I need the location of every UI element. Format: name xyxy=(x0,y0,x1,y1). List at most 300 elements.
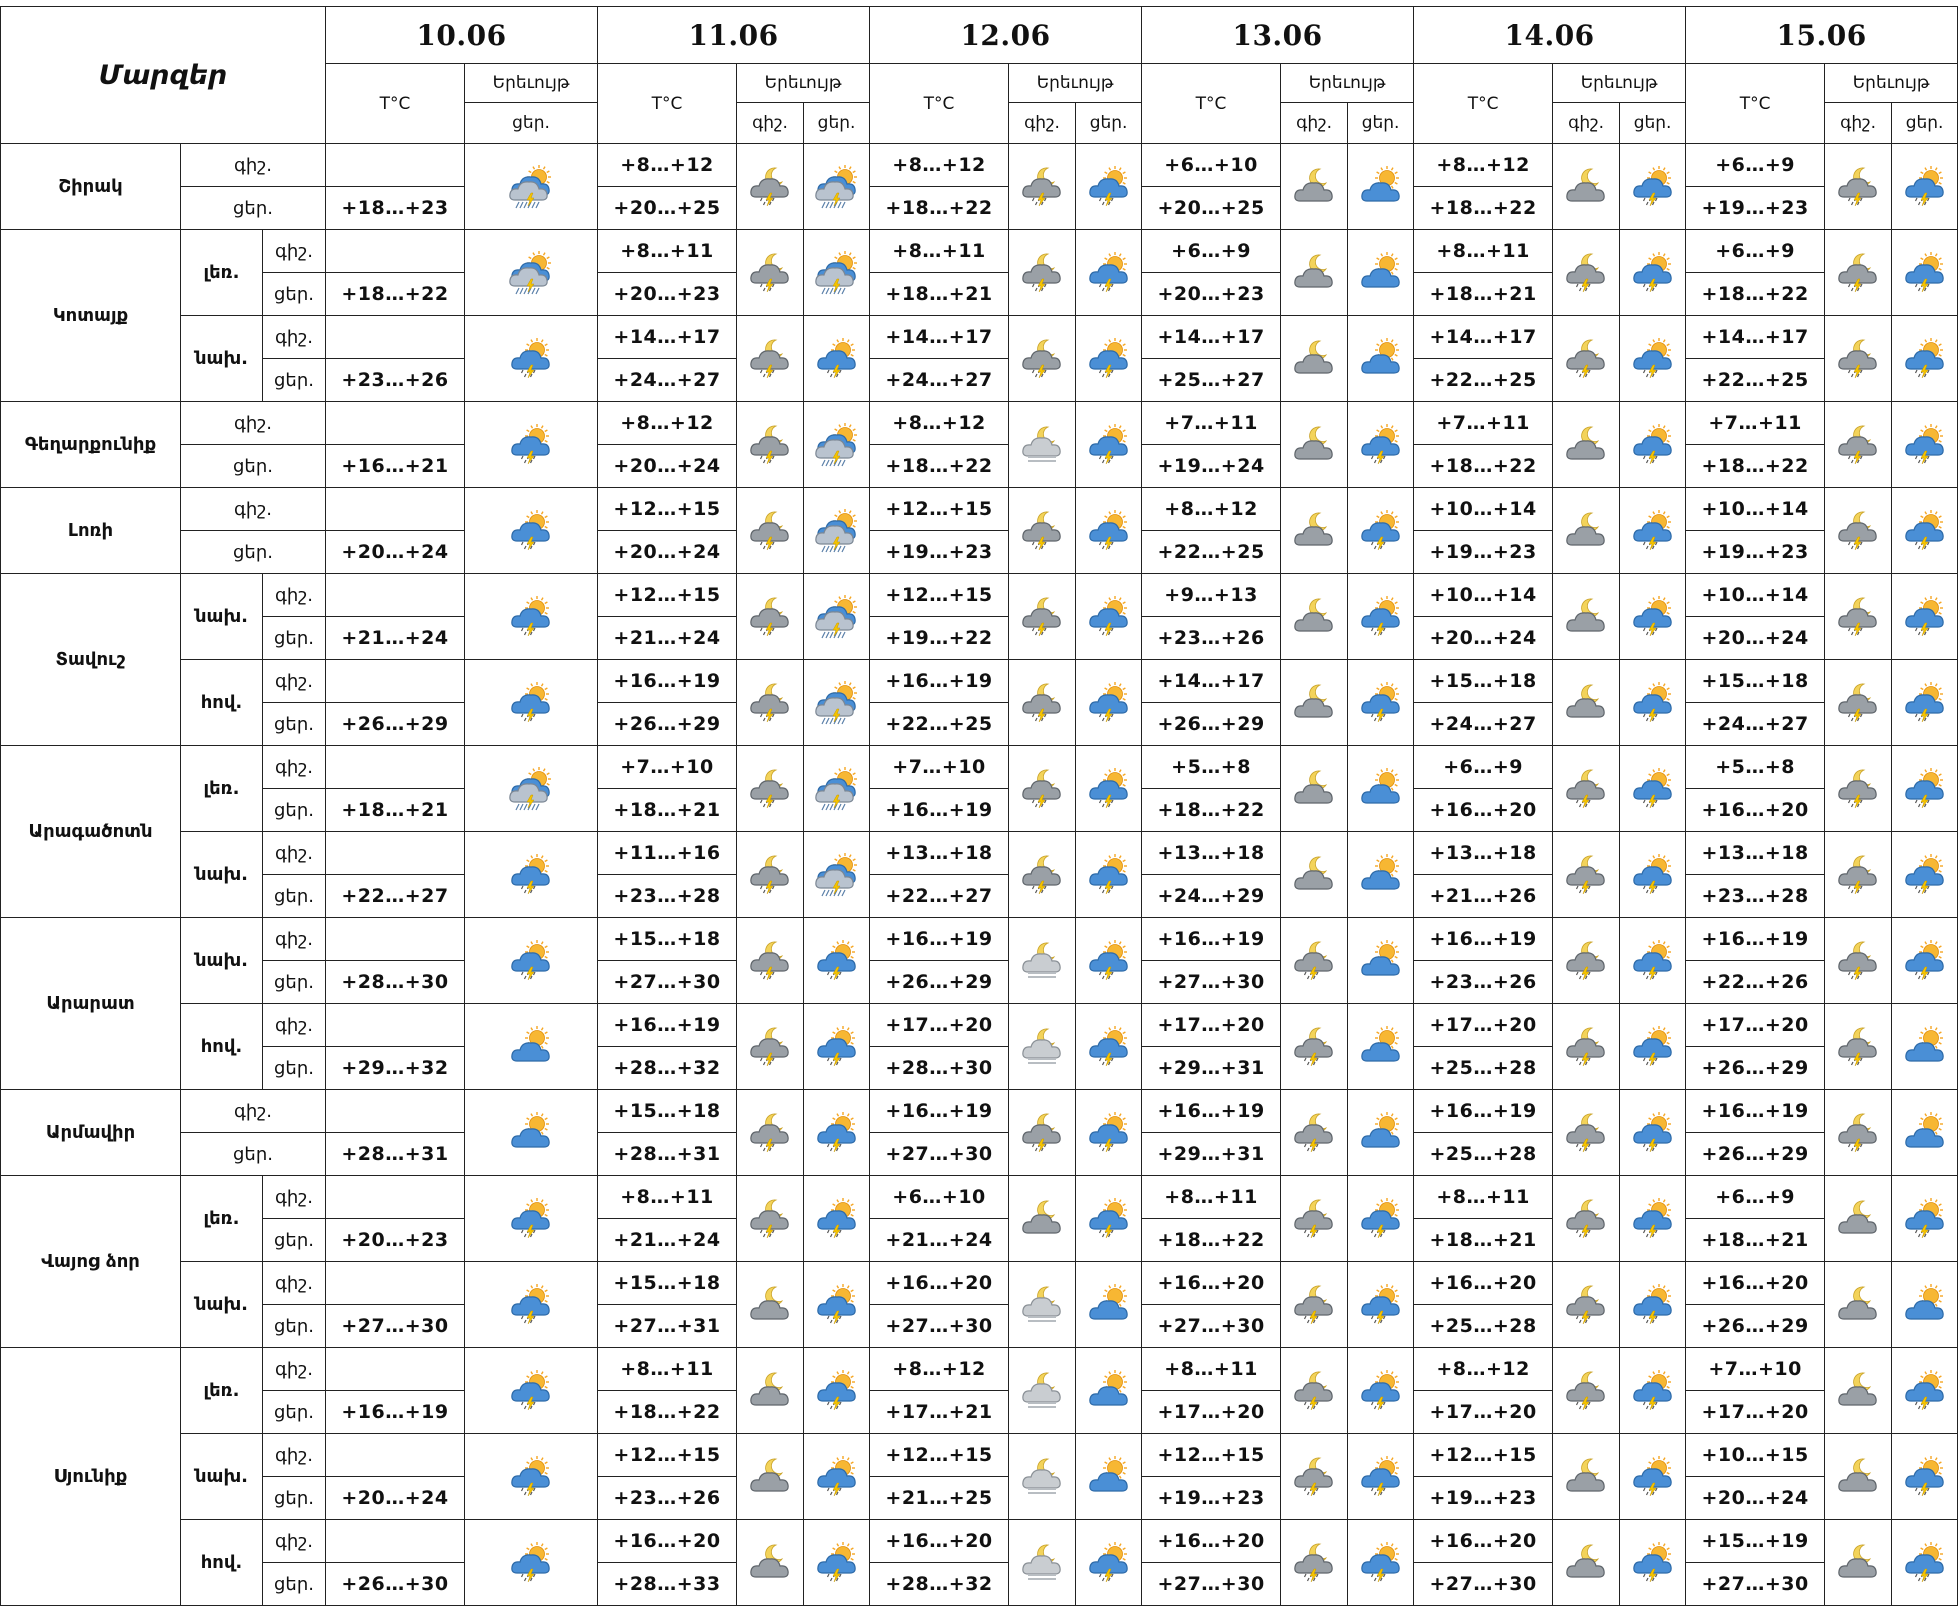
moon-cloud-icon xyxy=(1281,165,1347,209)
weather-cell xyxy=(1892,1434,1958,1520)
weather-cell xyxy=(1009,1434,1076,1520)
rain-heavy-icon xyxy=(804,165,869,209)
day-temp: +23…+26 xyxy=(1142,617,1281,660)
rain-heavy-icon xyxy=(465,165,597,209)
night-temp: +8…+12 xyxy=(598,402,737,445)
moon-cloud-rain-icon xyxy=(1825,1111,1891,1155)
sun-cloud-rain-icon xyxy=(1076,1025,1141,1069)
sun-cloud-icon xyxy=(1076,1455,1141,1499)
moon-cloud-rain-icon xyxy=(1825,337,1891,381)
night-temp: +16…+19 xyxy=(870,918,1009,961)
sun-cloud-rain-icon xyxy=(1892,251,1957,295)
moon-cloud-rain-icon xyxy=(1281,1369,1347,1413)
day-label: ցեր. xyxy=(263,359,326,402)
night-temp: +16…+20 xyxy=(1414,1520,1553,1563)
subzone-label: նախ. xyxy=(181,1434,263,1520)
night-temp: +13…+18 xyxy=(870,832,1009,875)
weather-cell xyxy=(1009,316,1076,402)
weather-cell xyxy=(737,230,804,316)
moon-cloud-icon xyxy=(737,1455,803,1499)
date-header-row xyxy=(1,7,1958,64)
night-temp: +14…+17 xyxy=(1686,316,1825,359)
night-label: գիշ. xyxy=(263,918,326,961)
night-row xyxy=(1,316,1958,359)
night-temp: +7…+10 xyxy=(870,746,1009,789)
night-row xyxy=(1,832,1958,875)
weather-cell xyxy=(1825,402,1892,488)
night-temp: +15…+18 xyxy=(598,1262,737,1305)
moon-cloud-icon xyxy=(1553,595,1619,639)
weather-cell xyxy=(1620,1434,1686,1520)
weather-cell xyxy=(1009,488,1076,574)
night-temp: +13…+18 xyxy=(1686,832,1825,875)
moon-fog-icon xyxy=(1009,1025,1075,1069)
weather-cell xyxy=(1892,660,1958,746)
sun-cloud-rain-icon xyxy=(1892,165,1957,209)
sun-cloud-rain-icon xyxy=(1348,1455,1413,1499)
night-row xyxy=(1,918,1958,961)
sun-cloud-rain-icon xyxy=(1620,939,1685,983)
weather-cell xyxy=(1892,402,1958,488)
sun-cloud-rain-icon xyxy=(1348,423,1413,467)
moon-cloud-icon xyxy=(1281,595,1347,639)
night-temp: +16…+20 xyxy=(1414,1262,1553,1305)
moon-cloud-rain-icon xyxy=(1553,853,1619,897)
day-label: ցեր. xyxy=(263,1563,326,1606)
day-temp: +19…+23 xyxy=(1686,187,1825,230)
phenomena-column-header: Երեւույթ xyxy=(1281,64,1414,103)
moon-cloud-rain-icon xyxy=(737,1025,803,1069)
date-header: 14.06 xyxy=(1414,7,1686,64)
sun-cloud-icon xyxy=(1076,1369,1141,1413)
night-temp: +8…+11 xyxy=(870,230,1009,273)
weather-cell xyxy=(804,1434,870,1520)
weather-cell xyxy=(1281,1520,1348,1606)
night-label: գիշ. xyxy=(181,402,326,445)
day-temp: +26…+29 xyxy=(1686,1047,1825,1090)
night-temp: +12…+15 xyxy=(598,1434,737,1477)
weather-cell xyxy=(804,660,870,746)
day-temp: +23…+28 xyxy=(1686,875,1825,918)
weather-cell xyxy=(1892,316,1958,402)
night-row xyxy=(1,144,1958,187)
weather-cell xyxy=(1348,574,1414,660)
day-temp: +18…+21 xyxy=(870,273,1009,316)
night-temp: +16…+20 xyxy=(1142,1262,1281,1305)
weather-cell xyxy=(1281,1090,1348,1176)
weather-cell xyxy=(804,1348,870,1434)
weather-cell xyxy=(1620,746,1686,832)
sun-cloud-rain-icon xyxy=(1620,1541,1685,1585)
day-label: ցեր. xyxy=(181,531,326,574)
sun-cloud-rain-icon xyxy=(1620,767,1685,811)
moon-cloud-rain-icon xyxy=(1281,1111,1347,1155)
moon-cloud-icon xyxy=(1825,1283,1891,1327)
weather-cell xyxy=(1348,660,1414,746)
weather-cell xyxy=(1825,1348,1892,1434)
night-period-header: գիշ. xyxy=(1009,103,1076,144)
night-temp: +16…+19 xyxy=(1686,1090,1825,1133)
sun-cloud-icon xyxy=(1892,1283,1957,1327)
sun-cloud-rain-icon xyxy=(1076,681,1141,725)
weather-cell xyxy=(1825,1434,1892,1520)
night-temp: +7…+11 xyxy=(1686,402,1825,445)
day-temp: +28…+31 xyxy=(326,1133,465,1176)
night-temp: +13…+18 xyxy=(1414,832,1553,875)
moon-cloud-icon xyxy=(737,1283,803,1327)
weather-cell xyxy=(1825,660,1892,746)
weather-cell xyxy=(1348,230,1414,316)
night-temp: +16…+20 xyxy=(870,1262,1009,1305)
day-temp: +16…+21 xyxy=(326,445,465,488)
day-temp: +18…+21 xyxy=(326,789,465,832)
sun-cloud-icon xyxy=(1348,165,1413,209)
weather-cell xyxy=(1009,832,1076,918)
moon-cloud-rain-icon xyxy=(1825,251,1891,295)
night-temp: +15…+18 xyxy=(1686,660,1825,703)
day-temp: +20…+24 xyxy=(598,531,737,574)
weather-cell xyxy=(465,1348,598,1434)
night-period-header: գիշ. xyxy=(1553,103,1620,144)
night-temp xyxy=(326,832,465,875)
day-temp: +24…+29 xyxy=(1142,875,1281,918)
weather-cell xyxy=(1009,1090,1076,1176)
weather-cell xyxy=(1553,832,1620,918)
weather-cell xyxy=(737,746,804,832)
night-temp: +6…+9 xyxy=(1686,230,1825,273)
moon-cloud-rain-icon xyxy=(1281,1283,1347,1327)
sun-cloud-icon xyxy=(1348,853,1413,897)
night-temp: +8…+12 xyxy=(1414,1348,1553,1391)
night-temp: +12…+15 xyxy=(1142,1434,1281,1477)
sun-cloud-rain-icon xyxy=(1620,853,1685,897)
weather-cell xyxy=(804,316,870,402)
night-label: գիշ. xyxy=(263,1348,326,1391)
day-temp: +21…+25 xyxy=(870,1477,1009,1520)
weather-cell xyxy=(1076,1434,1142,1520)
sun-cloud-rain-icon xyxy=(804,1111,869,1155)
weather-cell xyxy=(1892,1348,1958,1434)
weather-cell xyxy=(1620,402,1686,488)
day-temp: +20…+24 xyxy=(326,1477,465,1520)
weather-cell xyxy=(1553,1348,1620,1434)
weather-cell xyxy=(804,832,870,918)
day-label: ցեր. xyxy=(263,875,326,918)
weather-cell xyxy=(1620,1262,1686,1348)
night-temp: +12…+15 xyxy=(870,574,1009,617)
day-temp: +17…+20 xyxy=(1686,1391,1825,1434)
sun-cloud-rain-icon xyxy=(1892,767,1957,811)
moon-cloud-rain-icon xyxy=(737,681,803,725)
weather-cell xyxy=(465,316,598,402)
sun-cloud-rain-icon xyxy=(1892,1369,1957,1413)
region-name: Լոռի xyxy=(1,488,181,574)
weather-cell xyxy=(1892,1090,1958,1176)
weather-cell xyxy=(1076,402,1142,488)
rain-heavy-icon xyxy=(465,251,597,295)
night-temp: +8…+12 xyxy=(870,1348,1009,1391)
weather-cell xyxy=(1281,1434,1348,1520)
weather-cell xyxy=(1348,1090,1414,1176)
sun-cloud-rain-icon xyxy=(465,1369,597,1413)
weather-cell xyxy=(737,660,804,746)
night-label: գիշ. xyxy=(263,1176,326,1219)
moon-cloud-icon xyxy=(737,1369,803,1413)
weather-cell xyxy=(737,316,804,402)
moon-cloud-rain-icon xyxy=(737,423,803,467)
weather-cell xyxy=(1620,574,1686,660)
day-temp: +27…+30 xyxy=(1142,961,1281,1004)
moon-cloud-rain-icon xyxy=(1825,767,1891,811)
weather-cell xyxy=(1076,488,1142,574)
night-row xyxy=(1,402,1958,445)
weather-cell xyxy=(1892,488,1958,574)
sun-cloud-rain-icon xyxy=(1076,595,1141,639)
night-temp xyxy=(326,402,465,445)
weather-cell xyxy=(1076,660,1142,746)
sun-cloud-rain-icon xyxy=(804,1025,869,1069)
sun-cloud-rain-icon xyxy=(804,939,869,983)
moon-cloud-icon xyxy=(737,1541,803,1585)
weather-cell xyxy=(1825,746,1892,832)
weather-cell xyxy=(1825,832,1892,918)
day-temp: +18…+22 xyxy=(1686,273,1825,316)
night-temp: +15…+18 xyxy=(598,918,737,961)
weather-cell xyxy=(1620,1004,1686,1090)
weather-cell xyxy=(804,746,870,832)
day-temp: +21…+24 xyxy=(598,1219,737,1262)
night-temp: +16…+19 xyxy=(1686,918,1825,961)
moon-cloud-rain-icon xyxy=(1553,1111,1619,1155)
day-temp: +28…+33 xyxy=(598,1563,737,1606)
subzone-label: նախ. xyxy=(181,574,263,660)
night-temp: +12…+15 xyxy=(1414,1434,1553,1477)
night-temp: +16…+19 xyxy=(1142,918,1281,961)
night-temp: +8…+12 xyxy=(870,402,1009,445)
weather-cell xyxy=(737,488,804,574)
weather-cell xyxy=(1553,1262,1620,1348)
day-temp: +21…+24 xyxy=(326,617,465,660)
sun-cloud-rain-icon xyxy=(1076,939,1141,983)
temp-column-header: T°C xyxy=(1414,64,1553,144)
moon-cloud-icon xyxy=(1553,1541,1619,1585)
day-temp: +26…+29 xyxy=(326,703,465,746)
sun-cloud-rain-icon xyxy=(1620,1197,1685,1241)
subzone-label: նախ. xyxy=(181,1262,263,1348)
sun-cloud-rain-icon xyxy=(1620,595,1685,639)
weather-cell xyxy=(1348,1434,1414,1520)
weather-cell xyxy=(737,1090,804,1176)
region-name: Շիրակ xyxy=(1,144,181,230)
moon-cloud-icon xyxy=(1825,1455,1891,1499)
moon-cloud-rain-icon xyxy=(1009,681,1075,725)
weather-cell xyxy=(1892,1520,1958,1606)
night-temp: +9…+13 xyxy=(1142,574,1281,617)
sun-cloud-icon xyxy=(1348,939,1413,983)
weather-cell xyxy=(1281,1262,1348,1348)
day-temp: +20…+25 xyxy=(1142,187,1281,230)
moon-cloud-rain-icon xyxy=(1553,939,1619,983)
moon-cloud-rain-icon xyxy=(1553,1283,1619,1327)
weather-cell xyxy=(1553,1434,1620,1520)
weather-cell xyxy=(1281,1176,1348,1262)
day-temp: +25…+28 xyxy=(1414,1133,1553,1176)
sun-cloud-rain-icon xyxy=(1348,595,1413,639)
night-period-header: գիշ. xyxy=(1281,103,1348,144)
moon-cloud-rain-icon xyxy=(1825,595,1891,639)
moon-cloud-icon xyxy=(1825,1369,1891,1413)
night-temp: +16…+20 xyxy=(1686,1262,1825,1305)
sun-cloud-rain-icon xyxy=(465,1197,597,1241)
day-temp: +20…+23 xyxy=(326,1219,465,1262)
weather-cell xyxy=(1620,488,1686,574)
weather-cell xyxy=(1076,1176,1142,1262)
sun-cloud-rain-icon xyxy=(1620,1025,1685,1069)
sun-cloud-rain-icon xyxy=(804,1369,869,1413)
day-temp: +22…+27 xyxy=(326,875,465,918)
night-row xyxy=(1,1176,1958,1219)
sun-cloud-rain-icon xyxy=(804,1283,869,1327)
night-temp: +14…+17 xyxy=(1414,316,1553,359)
day-temp: +23…+26 xyxy=(326,359,465,402)
sun-cloud-rain-icon xyxy=(1348,1369,1413,1413)
region-name: Արմավիր xyxy=(1,1090,181,1176)
day-temp: +21…+26 xyxy=(1414,875,1553,918)
sun-cloud-rain-icon xyxy=(1076,165,1141,209)
moon-cloud-rain-icon xyxy=(1009,337,1075,381)
sun-cloud-rain-icon xyxy=(1620,1283,1685,1327)
sun-cloud-rain-icon xyxy=(1892,1455,1957,1499)
weather-cell xyxy=(1892,230,1958,316)
day-temp: +16…+19 xyxy=(870,789,1009,832)
weather-cell xyxy=(465,1090,598,1176)
day-temp: +22…+26 xyxy=(1686,961,1825,1004)
rain-heavy-icon xyxy=(804,681,869,725)
sun-cloud-icon xyxy=(465,1111,597,1155)
night-temp: +6…+10 xyxy=(870,1176,1009,1219)
sun-cloud-icon xyxy=(1348,767,1413,811)
sun-cloud-rain-icon xyxy=(1076,251,1141,295)
weather-cell xyxy=(1553,574,1620,660)
sun-cloud-rain-icon xyxy=(1076,1111,1141,1155)
weather-cell xyxy=(1553,660,1620,746)
night-temp xyxy=(326,574,465,617)
day-temp: +26…+30 xyxy=(326,1563,465,1606)
sun-cloud-rain-icon xyxy=(465,681,597,725)
sun-cloud-rain-icon xyxy=(1620,681,1685,725)
subzone-label: հով. xyxy=(181,660,263,746)
sun-cloud-icon xyxy=(1348,337,1413,381)
moon-cloud-rain-icon xyxy=(737,1111,803,1155)
weather-cell xyxy=(1281,746,1348,832)
weather-cell xyxy=(465,918,598,1004)
day-temp: +18…+22 xyxy=(1142,1219,1281,1262)
moon-cloud-rain-icon xyxy=(737,595,803,639)
moon-cloud-rain-icon xyxy=(1281,1455,1347,1499)
weather-cell xyxy=(1281,402,1348,488)
night-temp xyxy=(326,918,465,961)
weather-cell xyxy=(1553,1090,1620,1176)
night-label: գիշ. xyxy=(263,1434,326,1477)
night-row xyxy=(1,1520,1958,1563)
phenomena-column-header: Երեւույթ xyxy=(737,64,870,103)
subzone-label: լեռ. xyxy=(181,1348,263,1434)
night-temp: +16…+19 xyxy=(1414,1090,1553,1133)
sun-cloud-rain-icon xyxy=(1620,1111,1685,1155)
sun-cloud-icon xyxy=(1076,1283,1141,1327)
day-temp: +18…+22 xyxy=(1686,445,1825,488)
region-name: Արարատ xyxy=(1,918,181,1090)
moon-cloud-icon xyxy=(1553,423,1619,467)
day-temp: +18…+22 xyxy=(870,445,1009,488)
night-temp: +14…+17 xyxy=(870,316,1009,359)
day-temp: +24…+27 xyxy=(1414,703,1553,746)
weather-cell xyxy=(737,1434,804,1520)
sun-cloud-rain-icon xyxy=(1348,1197,1413,1241)
temp-column-header: T°C xyxy=(598,64,737,144)
sun-cloud-rain-icon xyxy=(804,1197,869,1241)
moon-cloud-rain-icon xyxy=(1825,681,1891,725)
moon-cloud-rain-icon xyxy=(1553,337,1619,381)
sun-cloud-rain-icon xyxy=(804,337,869,381)
day-temp: +18…+21 xyxy=(1414,273,1553,316)
night-temp xyxy=(326,1176,465,1219)
night-temp: +17…+20 xyxy=(870,1004,1009,1047)
night-temp xyxy=(326,746,465,789)
day-temp: +26…+29 xyxy=(598,703,737,746)
weather-cell xyxy=(1076,1004,1142,1090)
night-temp: +7…+11 xyxy=(1414,402,1553,445)
sun-cloud-rain-icon xyxy=(465,939,597,983)
day-label: ցեր. xyxy=(263,1047,326,1090)
sun-cloud-rain-icon xyxy=(1892,337,1957,381)
night-label: գիշ. xyxy=(263,660,326,703)
day-temp: +20…+24 xyxy=(598,445,737,488)
moon-cloud-rain-icon xyxy=(1553,1025,1619,1069)
night-temp xyxy=(326,1434,465,1477)
day-temp: +20…+25 xyxy=(598,187,737,230)
date-header: 12.06 xyxy=(870,7,1142,64)
moon-cloud-icon xyxy=(1553,509,1619,553)
day-label: ցեր. xyxy=(263,1219,326,1262)
phenomena-column-header: Երեւույթ xyxy=(1553,64,1686,103)
weather-cell xyxy=(1620,230,1686,316)
night-temp xyxy=(326,1520,465,1563)
weather-cell xyxy=(737,1176,804,1262)
weather-cell xyxy=(804,488,870,574)
moon-cloud-icon xyxy=(1281,423,1347,467)
weather-cell xyxy=(1281,918,1348,1004)
weather-cell xyxy=(1553,316,1620,402)
moon-cloud-rain-icon xyxy=(1009,165,1075,209)
night-temp: +6…+9 xyxy=(1686,144,1825,187)
day-temp: +27…+30 xyxy=(870,1305,1009,1348)
moon-fog-icon xyxy=(1009,423,1075,467)
day-temp: +18…+21 xyxy=(1686,1219,1825,1262)
weather-cell xyxy=(1281,1348,1348,1434)
phenomena-column-header: Երեւույթ xyxy=(465,64,598,103)
weather-cell xyxy=(1348,1176,1414,1262)
weather-cell xyxy=(1825,1176,1892,1262)
weather-cell xyxy=(1348,144,1414,230)
moon-cloud-icon xyxy=(1281,681,1347,725)
subzone-label: լեռ. xyxy=(181,230,263,316)
night-label: գիշ. xyxy=(263,230,326,273)
night-temp: +16…+19 xyxy=(598,660,737,703)
moon-cloud-rain-icon xyxy=(1009,251,1075,295)
sun-cloud-icon xyxy=(1348,251,1413,295)
weather-cell xyxy=(1076,316,1142,402)
